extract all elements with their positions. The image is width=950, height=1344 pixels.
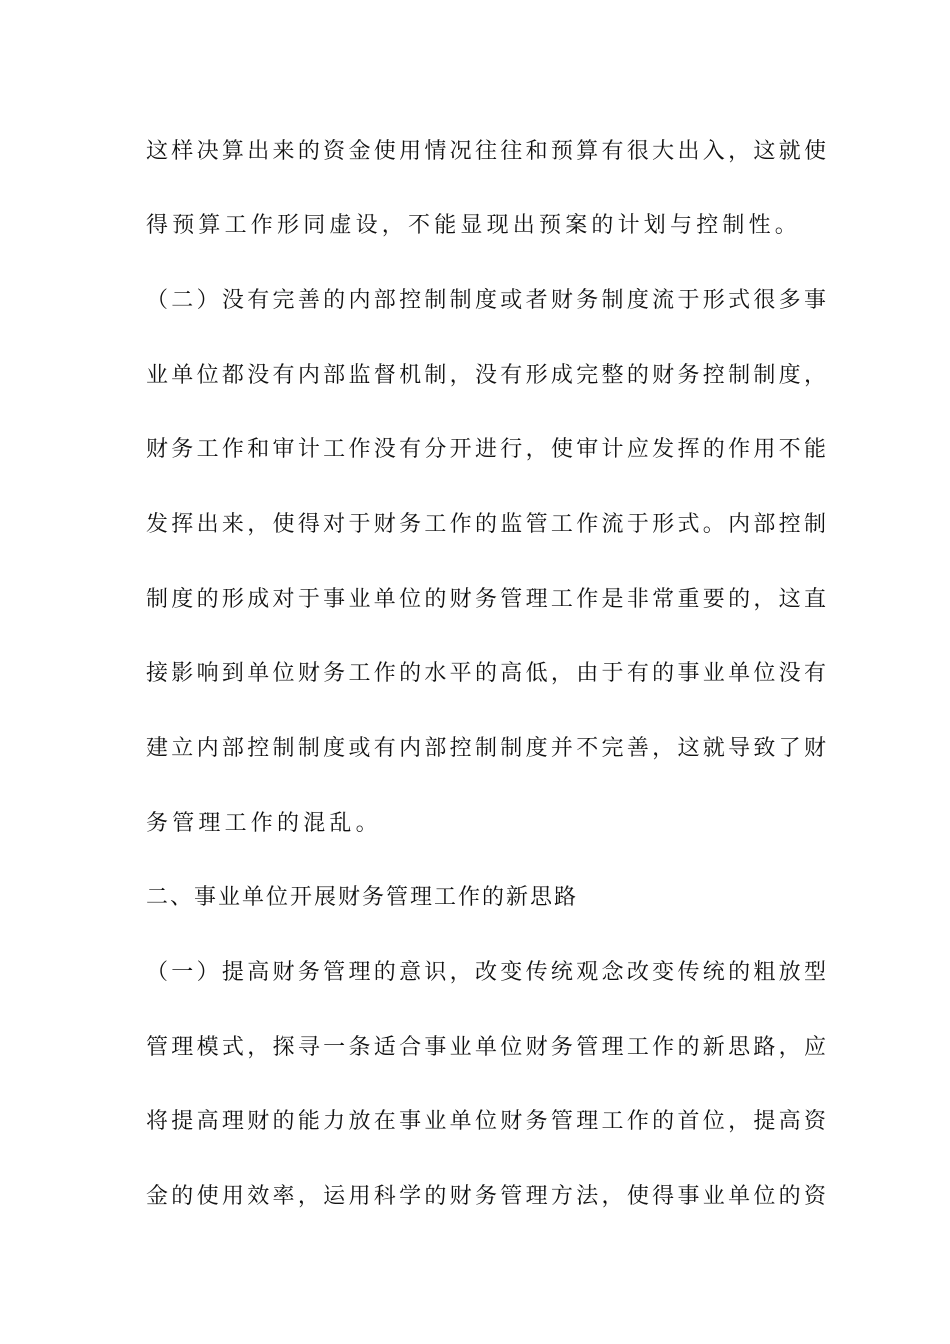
text-line: 务管理工作的混乱。 xyxy=(146,811,382,836)
text-line: 发挥出来，使得对于财务工作的监管工作流于形式。内部控制 xyxy=(146,512,826,537)
text-line: 建立内部控制制度或有内部控制制度并不完善，这就导致了财 xyxy=(146,736,826,761)
text-line: 这样决算出来的资金使用情况往往和预算有很大出入，这就使 xyxy=(146,139,826,164)
text-line: 财务工作和审计工作没有分开进行，使审计应发挥的作用不能 xyxy=(146,437,826,462)
section-heading: 二、事业单位开展财务管理工作的新思路 xyxy=(146,885,579,910)
text-line: 接影响到单位财务工作的水平的高低，由于有的事业单位没有 xyxy=(146,661,826,686)
text-line: 得预算工作形同虚设，不能显现出预案的计划与控制性。 xyxy=(146,213,802,238)
text-line: 将提高理财的能力放在事业单位财务管理工作的首位，提高资 xyxy=(146,1109,826,1134)
text-line: 管理模式，探寻一条适合事业单位财务管理工作的新思路，应 xyxy=(146,1035,826,1060)
text-line: 金的使用效率，运用科学的财务管理方法，使得事业单位的资 xyxy=(146,1184,826,1209)
text-line: （二）没有完善的内部控制制度或者财务制度流于形式很多事 xyxy=(146,288,826,313)
text-line: 业单位都没有内部监督机制，没有形成完整的财务控制制度， xyxy=(146,363,826,388)
text-line: 制度的形成对于事业单位的财务管理工作是非常重要的，这直 xyxy=(146,587,826,612)
text-line: （一）提高财务管理的意识，改变传统观念改变传统的粗放型 xyxy=(146,960,826,985)
